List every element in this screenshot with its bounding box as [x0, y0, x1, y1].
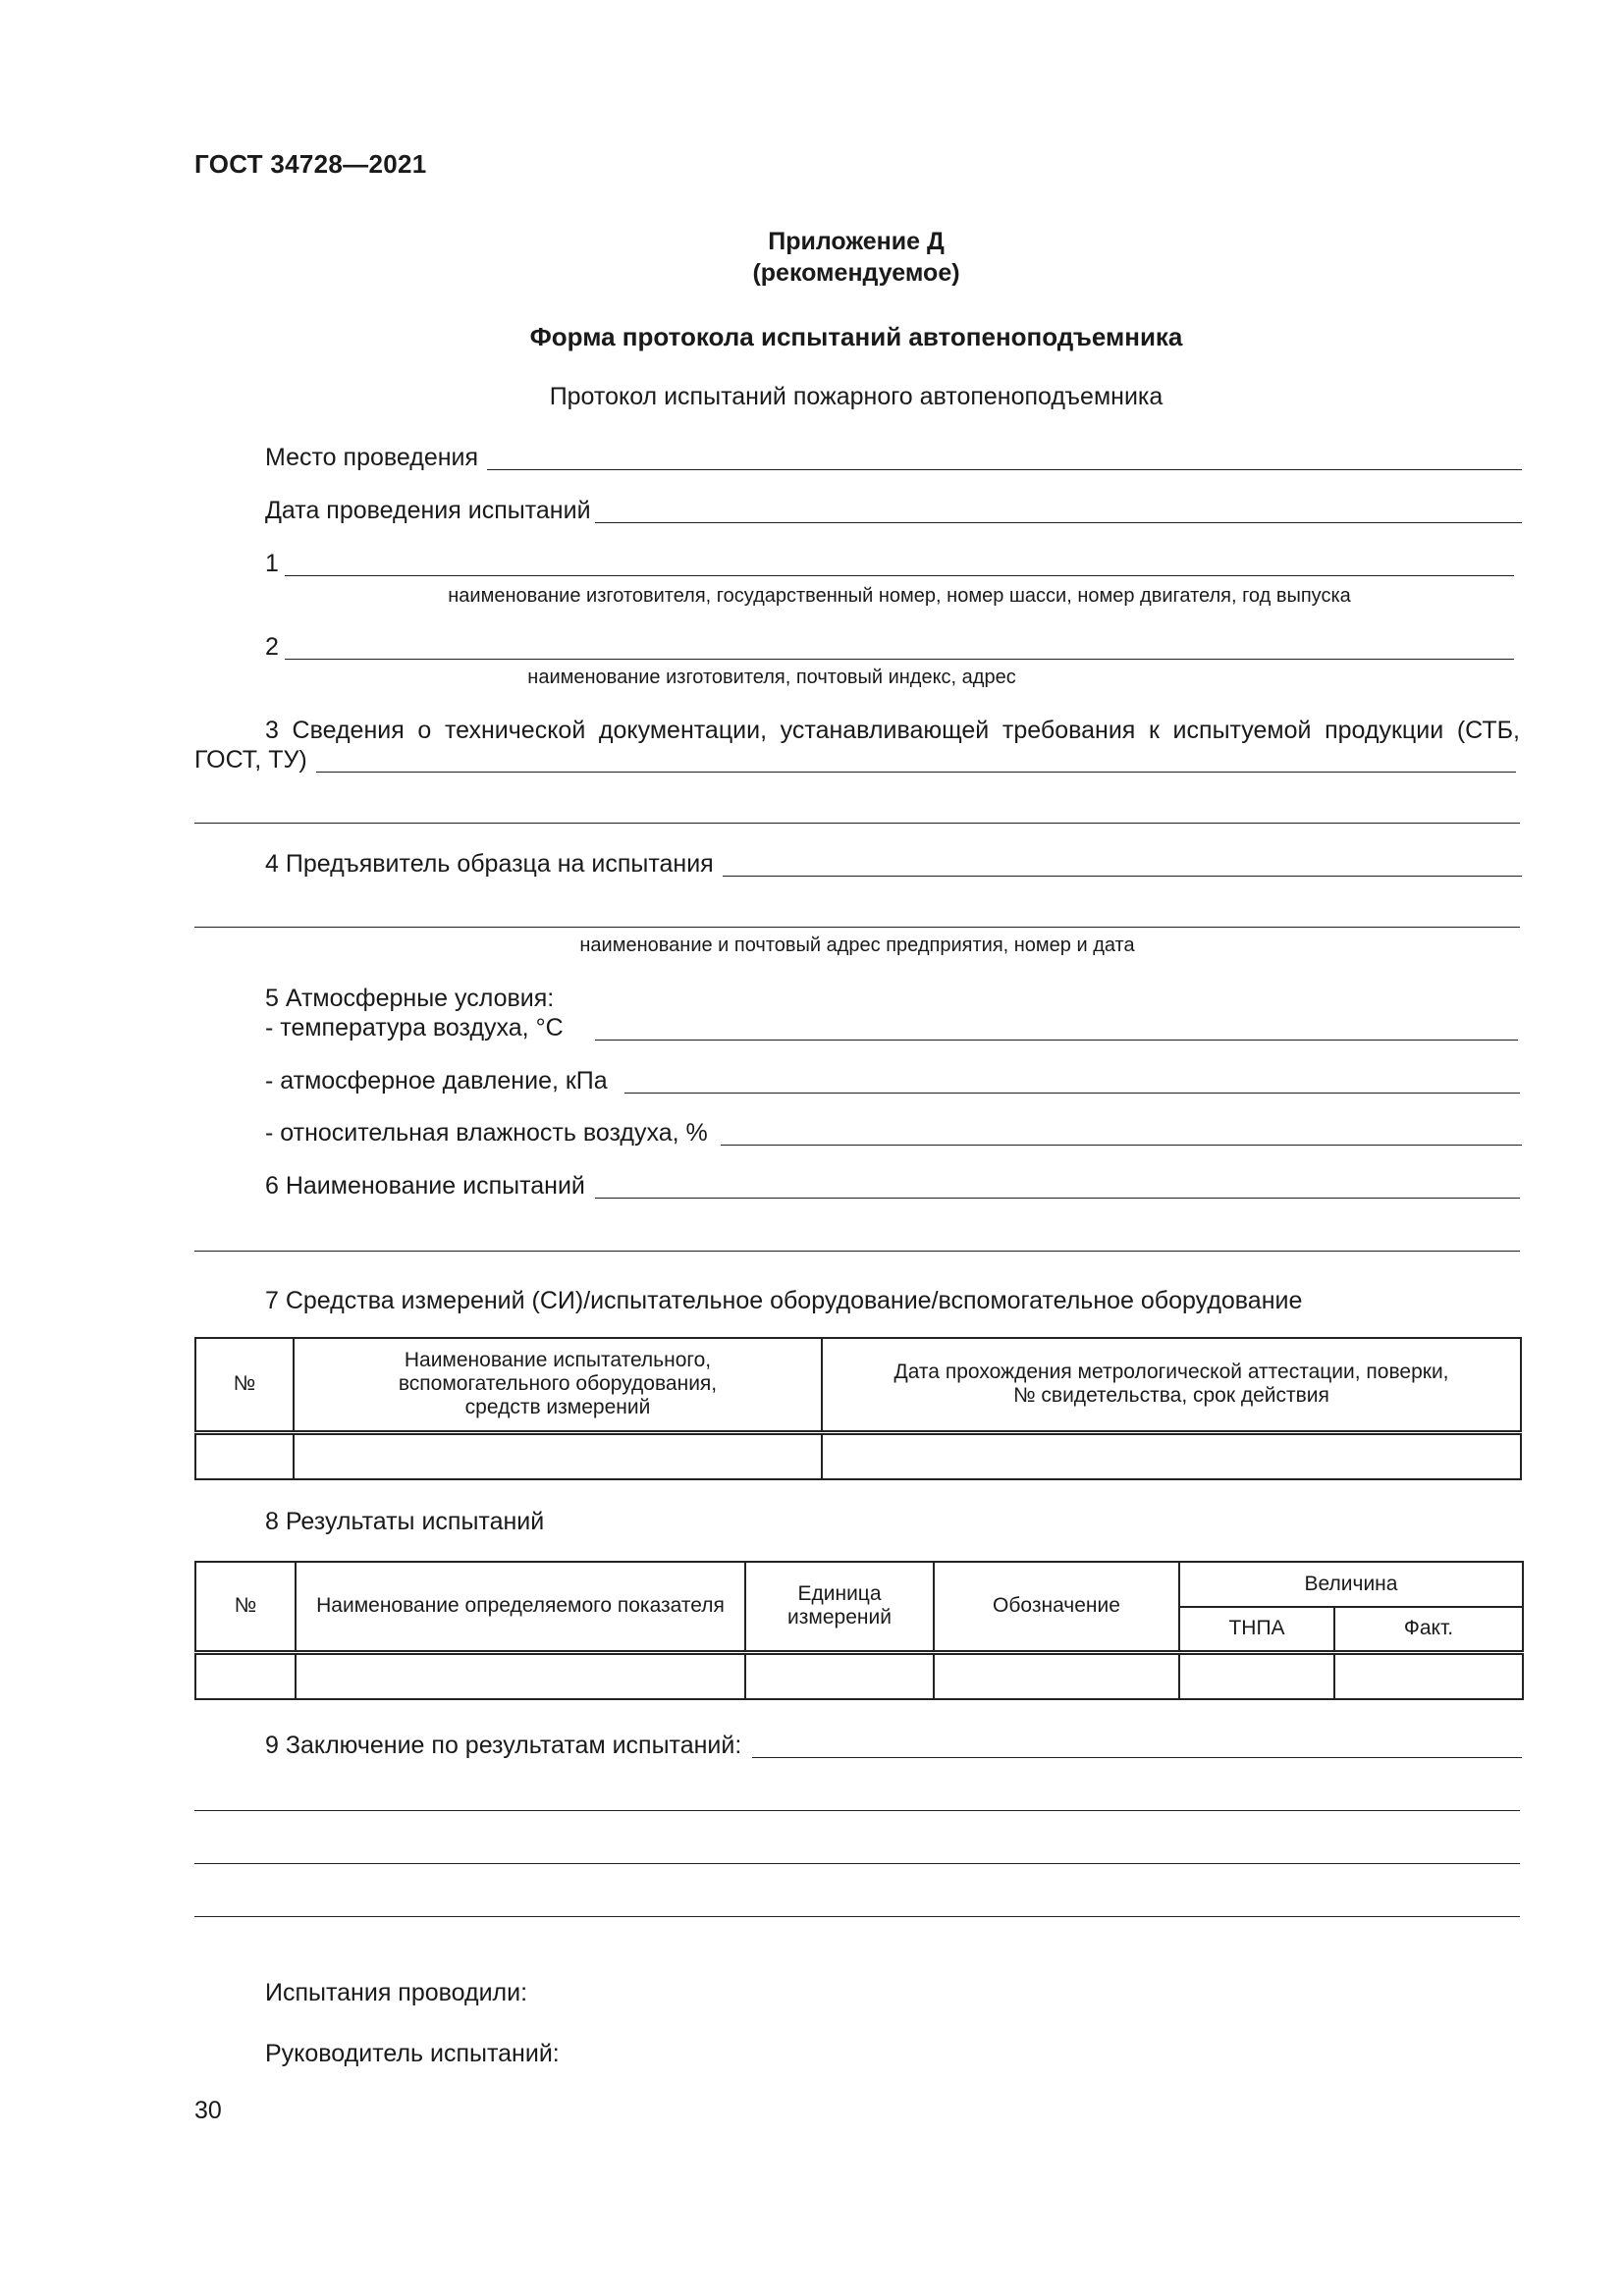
conclusion-input-line-2[interactable]: [194, 1810, 1520, 1811]
page-number: 30: [194, 2097, 222, 2124]
equipment-table: [194, 1337, 1522, 1480]
form-title: Форма протокола испытаний автопеноподъемника: [529, 322, 1183, 351]
item1-number: 1: [265, 550, 279, 577]
item3-text-cont: ГОСТ, ТУ): [194, 746, 307, 774]
place-label: Место проведения: [265, 444, 479, 471]
date-input-line[interactable]: [595, 522, 1522, 523]
item3-text: 3 Сведения о технической документации, устанавливающей требования к испытуемой продукции (СТБ,: [265, 717, 1520, 744]
item3-input-line[interactable]: [316, 772, 1516, 773]
item6-input-line-2[interactable]: [194, 1251, 1520, 1252]
results-cell-tnpa[interactable]: [1179, 1652, 1334, 1699]
item7-label: 7 Средства измерений (СИ)/испытательное оборудование/вспомогательное оборудование: [265, 1287, 1303, 1314]
conclusion-input-line-4[interactable]: [194, 1916, 1520, 1917]
results-cell-symbol[interactable]: [934, 1652, 1179, 1699]
table-row: [195, 1652, 1523, 1699]
pressure-input-line[interactable]: [624, 1093, 1520, 1094]
item5-label: 5 Атмосферные условия:: [265, 985, 555, 1012]
item6-label: 6 Наименование испытаний: [265, 1172, 585, 1200]
humidity-input-line[interactable]: [721, 1145, 1522, 1146]
item4-caption: наименование и почтовый адрес предприятия, номер и дата: [579, 934, 1135, 956]
results-cell-unit[interactable]: [745, 1652, 934, 1699]
item6-input-line[interactable]: [595, 1198, 1520, 1199]
item2-caption: наименование изготовителя, почтовый индекс, адрес: [527, 667, 1016, 688]
head-of-tests-label: Руководитель испытаний:: [265, 2040, 560, 2067]
results-cell-number[interactable]: [195, 1652, 296, 1699]
equipment-col-certification: Дата прохождения метрологической аттестации, поверки, № свидетельства, срок действия: [822, 1338, 1521, 1432]
results-cell-name[interactable]: [296, 1652, 745, 1699]
results-col-fact: Факт.: [1334, 1607, 1523, 1652]
conducted-by-label: Испытания проводили:: [265, 1979, 528, 2006]
item3-input-line-2[interactable]: [194, 823, 1520, 824]
results-col-tnpa: ТНПА: [1179, 1607, 1334, 1652]
item1-input-line[interactable]: [285, 575, 1514, 576]
conclusion-input-line-3[interactable]: [194, 1863, 1520, 1864]
temperature-label: - температура воздуха, °С: [265, 1014, 564, 1041]
results-col-symbol: Обозначение: [934, 1562, 1179, 1652]
conclusion-input-line[interactable]: [752, 1757, 1522, 1758]
equipment-col-name: Наименование испытательного, вспомогательного оборудования, средств измерений: [294, 1338, 822, 1432]
item2-number: 2: [265, 633, 279, 661]
results-col-value: Величина: [1179, 1562, 1523, 1607]
appendix-status: (рекомендуемое): [752, 259, 960, 287]
temperature-input-line[interactable]: [595, 1040, 1518, 1041]
item9-label: 9 Заключение по результатам испытаний:: [265, 1732, 742, 1759]
item4-input-line[interactable]: [723, 876, 1522, 877]
pressure-label: - атмосферное давление, кПа: [265, 1067, 608, 1095]
results-col-unit: Единица измерений: [745, 1562, 934, 1652]
equipment-cell-number[interactable]: [195, 1432, 294, 1479]
results-cell-fact[interactable]: [1334, 1652, 1523, 1699]
equipment-cell-certification[interactable]: [822, 1432, 1521, 1479]
appendix-title: Приложение Д: [768, 228, 945, 255]
protocol-title: Протокол испытаний пожарного автопеноподъемника: [549, 383, 1164, 410]
standard-number: ГОСТ 34728—2021: [194, 149, 427, 179]
place-input-line[interactable]: [487, 469, 1522, 470]
item2-input-line[interactable]: [285, 659, 1514, 660]
table-row: [195, 1432, 1521, 1479]
item8-label: 8 Результаты испытаний: [265, 1508, 545, 1535]
equipment-cell-name[interactable]: [294, 1432, 822, 1479]
results-table: [194, 1561, 1524, 1700]
equipment-col-number: №: [195, 1338, 294, 1432]
item4-input-line-2[interactable]: [194, 927, 1520, 928]
date-label: Дата проведения испытаний: [265, 497, 591, 524]
results-col-name: Наименование определяемого показателя: [296, 1562, 745, 1652]
item4-label: 4 Предъявитель образца на испытания: [265, 850, 714, 878]
humidity-label: - относительная влажность воздуха, %: [265, 1119, 708, 1147]
item1-caption: наименование изготовителя, государственный номер, номер шасси, номер двигателя, год выпуска: [448, 585, 1351, 607]
results-col-number: №: [195, 1562, 296, 1652]
